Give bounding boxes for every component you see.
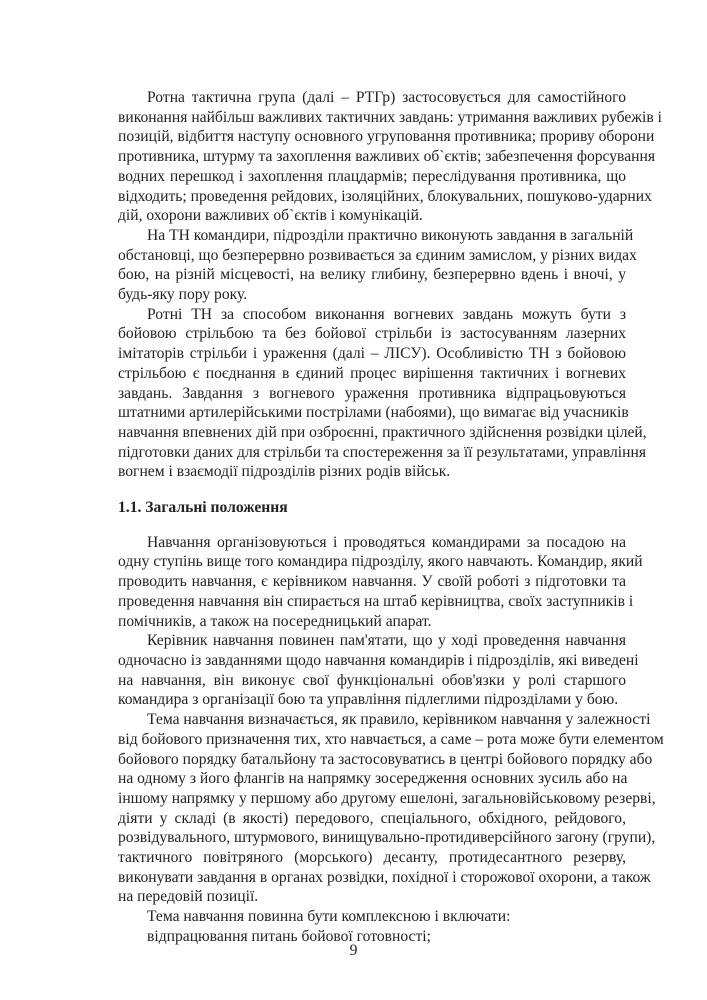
section-heading: 1.1. Загальні положення <box>118 499 288 517</box>
text-line: одну ступінь вище того командира підрозділу, якого навчають. Командир, який <box>118 553 643 571</box>
text-line: навчання впевнених дій при озброєнні, практичного здійснення розвідки цілей, <box>118 423 647 441</box>
text-line: командира з організації бою та управління підлеглими підрозділами у бою. <box>118 691 619 709</box>
text-line: позицій, відбиття наступу основного угруповання противника; прориву оборони <box>118 128 655 146</box>
text-line: від бойового призначення тих, хто навчається, а саме – рота може бути елементом <box>118 730 664 748</box>
text-line: діяти у складі (в якості) передового, спеціального, обхідного, рейдового, <box>118 809 626 827</box>
text-line: водних перешкод і захоплення плацдармів; переслідування противника, що <box>118 167 626 185</box>
text-line: вогнем і взаємодії підрозділів різних родів військ. <box>118 463 451 481</box>
paragraph <box>118 533 643 632</box>
text-line: бою, на різній місцевості, на велику глибину, безперервно вдень і вночі, у <box>118 266 626 284</box>
body-text-before <box>118 88 662 482</box>
text-line: відходить; проведення рейдових, ізоляційних, блокувальних, пошуково-ударних <box>118 187 652 205</box>
body-text-after <box>118 533 664 947</box>
text-line: відпрацювання питань бойової готовності; <box>147 927 431 945</box>
text-line: на передовій позиції. <box>118 888 259 906</box>
text-line: дій, охорони важливих об`єктів і комунікацій. <box>118 207 423 225</box>
text-line: на навчання, він виконує свої функціональні обов'язки у ролі старшого <box>118 671 626 689</box>
paragraph <box>118 710 664 907</box>
paragraph <box>118 631 639 710</box>
text-line: Керівник навчання повинен пам'ятати, що у ході проведення навчання <box>147 632 626 650</box>
text-line: бойовою стрільбою та без бойової стрільби із застосуванням лазерних <box>118 325 626 343</box>
text-line: проведення навчання він спирається на штаб керівництва, своїх заступників і <box>118 592 634 610</box>
text-line: іншому напрямку у першому або другому ешелоні, загальновійськовому резерві, <box>118 789 656 807</box>
text-line: завдань. Завдання з вогневого ураження противника відпрацьовуються <box>118 384 626 402</box>
paragraph <box>118 907 626 927</box>
paragraph <box>118 305 647 482</box>
paragraph <box>118 88 662 226</box>
text-line: проводить навчання, є керівником навчання. У своїй роботі з підготовки та <box>118 573 626 591</box>
paragraph <box>118 226 637 305</box>
text-line: підготовки даних для стрільби та спостереження за її результатами, управління <box>118 443 647 461</box>
text-line: Ротні ТН за способом виконання вогневих завдань можуть бути з <box>147 305 626 323</box>
text-line: виконання найбільш важливих тактичних завдань: утримання важливих рубежів і <box>118 108 662 126</box>
text-line: На ТН командири, підрозділи практично виконують завдання в загальній <box>147 226 634 244</box>
text-line: бойового порядку батальйону та застосовуватись в центрі бойового порядку або <box>118 750 653 768</box>
text-line: стрільбою є поєднання в єдиний процес вирішення тактичних і вогневих <box>118 364 626 382</box>
text-line: розвідувального, штурмового, винищувально-протидиверсійного загону (групи), <box>118 829 656 847</box>
text-line: на одному з його флангів на напрямку зосередження основних зусиль або на <box>118 770 628 788</box>
text-line: обстановці, що безперервно розвивається за єдиним замислом, у різних видах <box>118 246 637 264</box>
text-line: противника, штурму та захоплення важливих об`єктів; забезпечення форсування <box>118 148 656 166</box>
text-line: виконувати завдання в органах розвідки, похідної і сторожової охорони, а також <box>118 868 651 886</box>
text-line: штатними артилерійськими пострілами (набоями), що вимагає від учасників <box>118 404 629 422</box>
text-line: одночасно із завданнями щодо навчання командирів і підрозділів, які виведені <box>118 651 639 669</box>
text-line: помічників, а також на посередницький апарат. <box>118 612 432 630</box>
text-line: тактичного повітряного (морського) десанту, протидесантного резерву, <box>118 849 626 867</box>
page-number: 9 <box>349 942 358 959</box>
text-line: Ротна тактична група (далі – РТГр) застосовується для самостійного <box>147 89 626 106</box>
text-line: Навчання організовуються і проводяться командирами за посадою на <box>147 533 626 551</box>
text-line: Тема навчання повинна бути комплексною і включати: <box>147 908 511 926</box>
document-page <box>118 88 664 947</box>
text-line: імітаторів стрільби і ураження (далі – ЛІСУ). Особливістю ТН з бойовою <box>118 345 626 363</box>
text-line: будь-яку пору року. <box>118 286 248 304</box>
text-line: Тема навчання визначається, як правило, керівником навчання у залежності <box>147 711 651 729</box>
